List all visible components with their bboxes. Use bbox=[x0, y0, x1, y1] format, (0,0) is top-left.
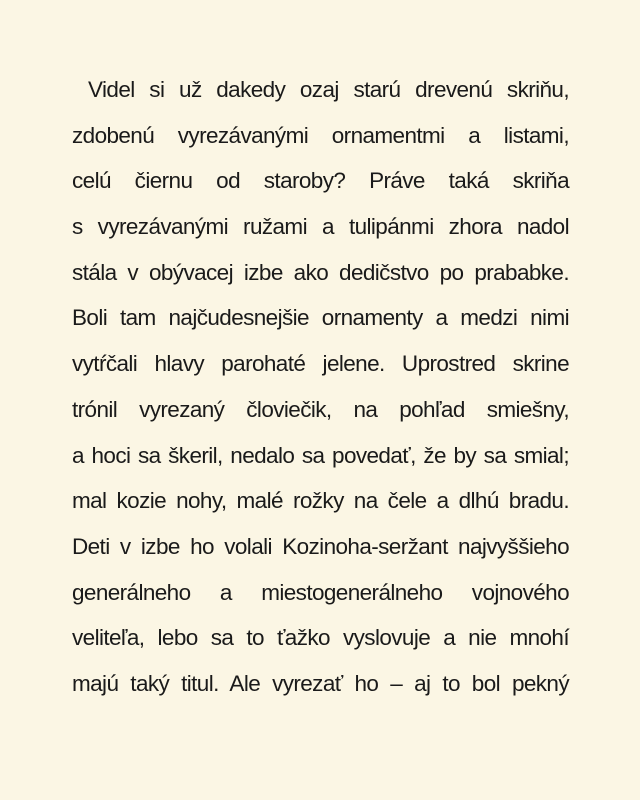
text-line: Videl si už dakedy ozaj starú drevenú skriňu, bbox=[88, 77, 569, 102]
text-line: a hoci sa škeril, nedalo sa povedať, že by sa smial; bbox=[72, 442, 569, 468]
text-line: Deti v izbe ho volali Kozinoha-seržant najvyššieho bbox=[72, 533, 569, 559]
text-line: generálneho a miestogenerálneho vojnového bbox=[72, 579, 569, 605]
text-line: s vyrezávanými ružami a tulipánmi zhora nadol bbox=[72, 214, 569, 240]
text-line: veliteľa, lebo sa to ťažko vyslovuje a nie mnohí bbox=[72, 625, 569, 651]
text-line: zdobenú vyrezávanými ornamentmi a listami, bbox=[72, 122, 569, 148]
text-line: vytŕčali hlavy parohaté jelene. Uprostred skrine bbox=[72, 351, 569, 377]
text-line: majú taký titul. Ale vyrezať ho – aj to bol pekný bbox=[72, 670, 569, 696]
text-line: trónil vyrezaný človiečik, na pohľad smiešny, bbox=[72, 396, 569, 422]
paragraph bbox=[72, 67, 569, 707]
text-line: mal kozie nohy, malé rožky na čele a dlhú bradu. bbox=[72, 488, 569, 514]
text-line: stála v obývacej izbe ako dedičstvo po prababke. bbox=[72, 259, 569, 285]
text-line: Boli tam najčudesnejšie ornamenty a medzi nimi bbox=[72, 305, 569, 331]
text-line: celú čiernu od staroby? Práve taká skriňa bbox=[72, 168, 569, 194]
